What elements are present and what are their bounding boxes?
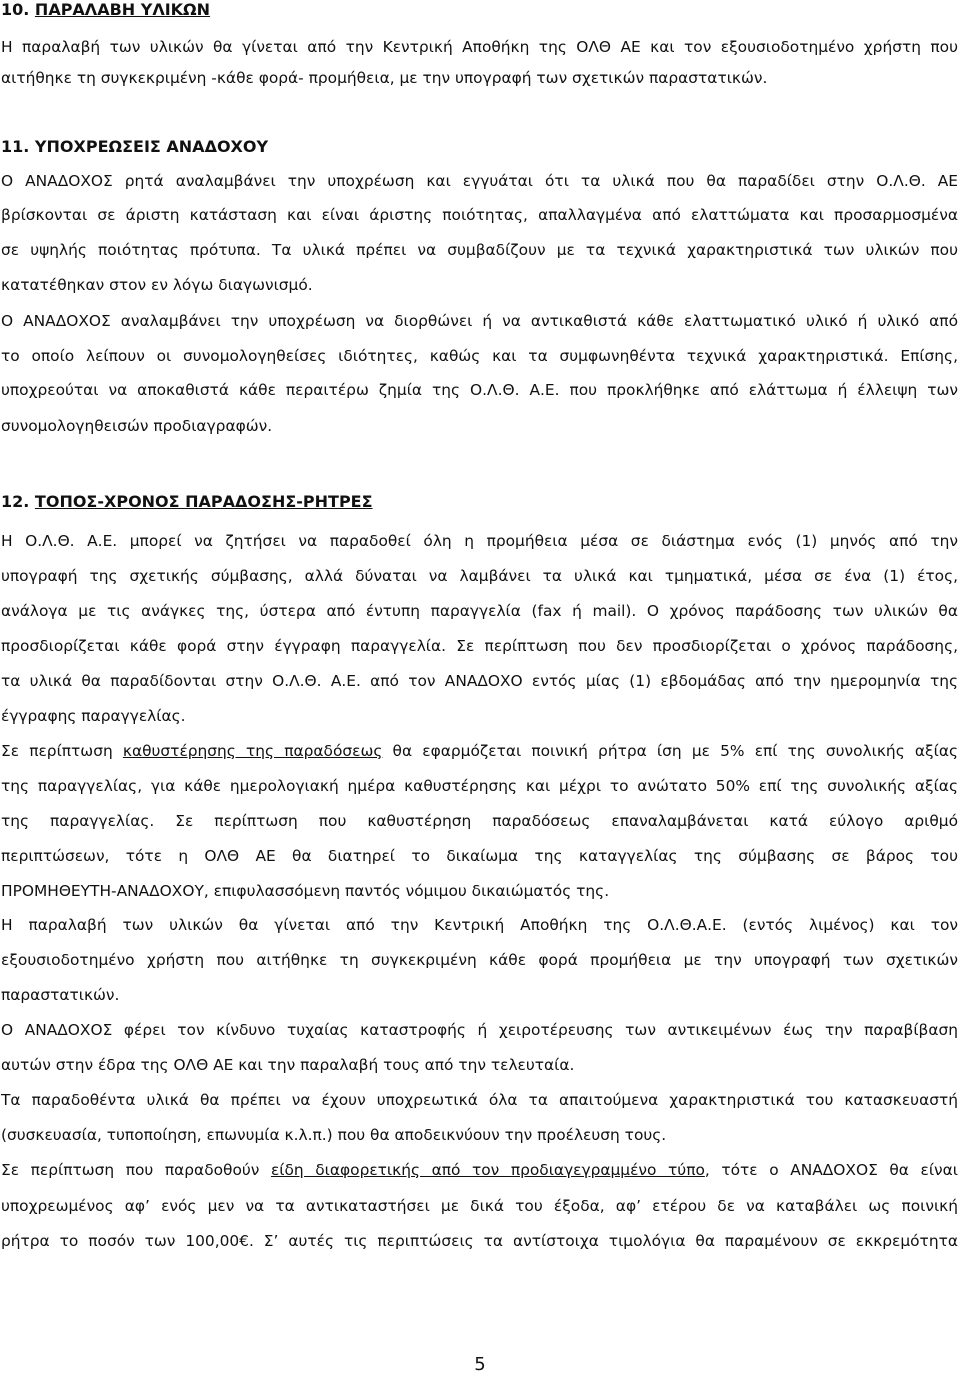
paragraph-line: βρίσκονται σε άριστη κατάσταση και είναι άριστης ποιότητας, απαλλαγμένα από ελαττώματα και προσαρμοσμένα bbox=[1, 206, 958, 224]
section-10-heading: 10. ΠΑΡΑΛΑΒΗ ΥΛΙΚΩΝ bbox=[1, 0, 211, 19]
section-11-heading: 11. ΥΠΟΧΡΕΩΣΕΙΣ ΑΝΑΔΟΧΟΥ bbox=[1, 137, 269, 156]
paragraph-line: ΠΡΟΜΗΘΕΥΤΗ-ΑΝΑΔΟΧΟΥ, επιφυλασσόμενη παντός νόμιμου δικαιώματός της. bbox=[1, 882, 610, 900]
different-type-line: Σε περίπτωση που παραδοθούν είδη διαφορετικής από τον προδιαγεγραμμένο τύπο, τότε ο ΑΝΑΔΟΧΟΣ θα είναι bbox=[1, 1161, 958, 1179]
section-12-heading: 12. ΤΟΠΟΣ-ΧΡΟΝΟΣ ΠΑΡΑΔΟΣΗΣ-ΡΗΤΡΕΣ bbox=[1, 492, 373, 511]
paragraph-line: Ο ΑΝΑΔΟΧΟΣ φέρει τον κίνδυνο τυχαίας καταστροφής ή χειροτέρευσης των αντικειμένων έως την παραβίβαση bbox=[1, 1021, 958, 1039]
section-10-title: ΠΑΡΑΛΑΒΗ ΥΛΙΚΩΝ bbox=[34, 0, 211, 19]
paragraph-line: ανάλογα με τις ανάγκες της, ύστερα από έντυπη παραγγελία (fax ή mail). Ο χρόνος παράδοσης των υλικών θα bbox=[1, 602, 958, 620]
paragraph-line: υποχρεωμένος αφ’ ενός μεν να τα αντικαταστήσει με δικά του έξοδα, αφ’ ετέρου δε να καταβάλει ως ποινική bbox=[1, 1197, 958, 1215]
paragraph-line: παραστατικών. bbox=[1, 986, 120, 1004]
paragraph-line: υπογραφή της σχετικής σύμβασης, αλλά δύναται να λαμβάνει τα υλικά και τμηματικά, μέσα σε ένα (1) έτος, bbox=[1, 567, 958, 585]
paragraph-line: ρήτρα το ποσόν των 100,00€. Σ’ αυτές τις περιπτώσεις τα αντίστοιχα τιμολόγια θα παραμένουν σε εκκρεμότητα bbox=[1, 1232, 958, 1250]
paragraph-line: (συσκευασία, τυποποίηση, επωνυμία κ.λ.π.) που θα αποδεικνύουν την προέλευση τους. bbox=[1, 1126, 667, 1144]
paragraph-line: προσδιορίζεται κάθε φορά στην έγγραφη παραγγελία. Σε περίπτωση που δεν προσδιορίζεται ο χρόνος παράδοσης, bbox=[1, 637, 958, 655]
delay-penalty-line: Σε περίπτωση καθυστέρησης της παραδόσεως θα εφαρμόζεται ποινική ρήτρα ίση με 5% επί της συνολικής αξίας bbox=[1, 742, 959, 760]
paragraph-line: Η παραλαβή των υλικών θα γίνεται από την Κεντρική Αποθήκη της ΟΛΘ ΑΕ και τον εξουσιοδοτημένο χρήστη που bbox=[1, 38, 958, 56]
paragraph-line: αυτών στην έδρα της ΟΛΘ ΑΕ και την παραλαβή τους από την τελευταία. bbox=[1, 1056, 575, 1074]
delay-underlined-phrase: καθυστέρησης της παραδόσεως bbox=[122, 742, 383, 760]
paragraph-line: εξουσιοδοτημένο χρήστη που αιτήθηκε τη συγκεκριμένη κάθε φορά προμήθεια με την υπογραφή των σχετικών bbox=[1, 951, 958, 969]
paragraph-line: της παραγγελίας, για κάθε ημερολογιακή ημέρα καθυστέρησης και μέχρι το ανώτατο 50% επί της συνολικής αξίας bbox=[1, 777, 958, 795]
paragraph-line: έγγραφης παραγγελίας. bbox=[1, 707, 186, 725]
paragraph-line: κατατέθηκαν στον εν λόγω διαγωνισμό. bbox=[1, 276, 313, 294]
paragraph-line: αιτήθηκε τη συγκεκριμένη -κάθε φορά- προμήθεια, με την υπογραφή των σχετικών παραστατικών. bbox=[1, 69, 768, 87]
section-11-title: ΥΠΟΧΡΕΩΣΕΙΣ ΑΝΑΔΟΧΟΥ bbox=[34, 137, 269, 156]
paragraph-line: της παραγγελίας. Σε περίπτωση που καθυστέρηση παραδόσεως επαναλαμβάνεται κατά εύλογο αριθμό bbox=[1, 812, 958, 830]
different-type-underlined-phrase: είδη διαφορετικής από τον προδιαγεγραμμένο τύπο bbox=[270, 1161, 705, 1179]
section-12-title: ΤΟΠΟΣ-ΧΡΟΝΟΣ ΠΑΡΑΔΟΣΗΣ-ΡΗΤΡΕΣ bbox=[34, 492, 373, 511]
paragraph-line: Ο ΑΝΑΔΟΧΟΣ αναλαμβάνει την υποχρέωση να διορθώνει ή να αντικαθιστά κάθε ελαττωματικό υλικό ή υλικό από bbox=[1, 312, 958, 330]
page-number: 5 bbox=[474, 1354, 486, 1375]
paragraph-line: τα υλικά θα παραδίδονται στην Ο.Λ.Θ. Α.Ε. από τον ΑΝΑΔΟΧΟ εντός μίας (1) εβδομάδας από την ημερομηνία της bbox=[1, 672, 958, 690]
paragraph-line: Ο ΑΝΑΔΟΧΟΣ ρητά αναλαμβάνει την υποχρέωση και εγγυάται ότι τα υλικά που θα παραδίδει στην Ο.Λ.Θ. ΑΕ bbox=[1, 172, 958, 190]
paragraph-line: υποχρεούται να αποκαθιστά κάθε περαιτέρω ζημία της Ο.Λ.Θ. Α.Ε. που προκλήθηκε από ελάττωμα ή έλλειψη των bbox=[1, 381, 958, 399]
paragraph-line: Τα παραδοθέντα υλικά θα πρέπει να έχουν υποχρεωτικά όλα τα απαιτούμενα χαρακτηριστικά του κατασκευαστή bbox=[1, 1091, 958, 1109]
paragraph-line: το οποίο λείπουν οι συνομολογηθείσες ιδιότητες, καθώς και τα συμφωνηθέντα τεχνικά χαρακτηριστικά. Επίσης, bbox=[1, 347, 958, 365]
paragraph-line: Η παραλαβή των υλικών θα γίνεται από την Κεντρική Αποθήκη της Ο.Λ.Θ.Α.Ε. (εντός λιμένος) και τον bbox=[1, 916, 958, 934]
paragraph-line: περιπτώσεων, τότε η ΟΛΘ ΑΕ θα διατηρεί το δικαίωμα της καταγγελίας της σύμβασης σε βάρος του bbox=[1, 847, 958, 865]
paragraph-line: συνομολογηθεισών προδιαγραφών. bbox=[1, 417, 273, 435]
paragraph-line: σε υψηλής ποιότητας πρότυπα. Τα υλικά πρέπει να συμβαδίζουν με τα τεχνικά χαρακτηριστικά των υλικών που bbox=[1, 241, 958, 259]
paragraph-line: Η Ο.Λ.Θ. Α.Ε. μπορεί να ζητήσει να παραδοθεί όλη η προμήθεια μέσα σε διάστημα ενός (1) μηνός από την bbox=[1, 532, 958, 550]
